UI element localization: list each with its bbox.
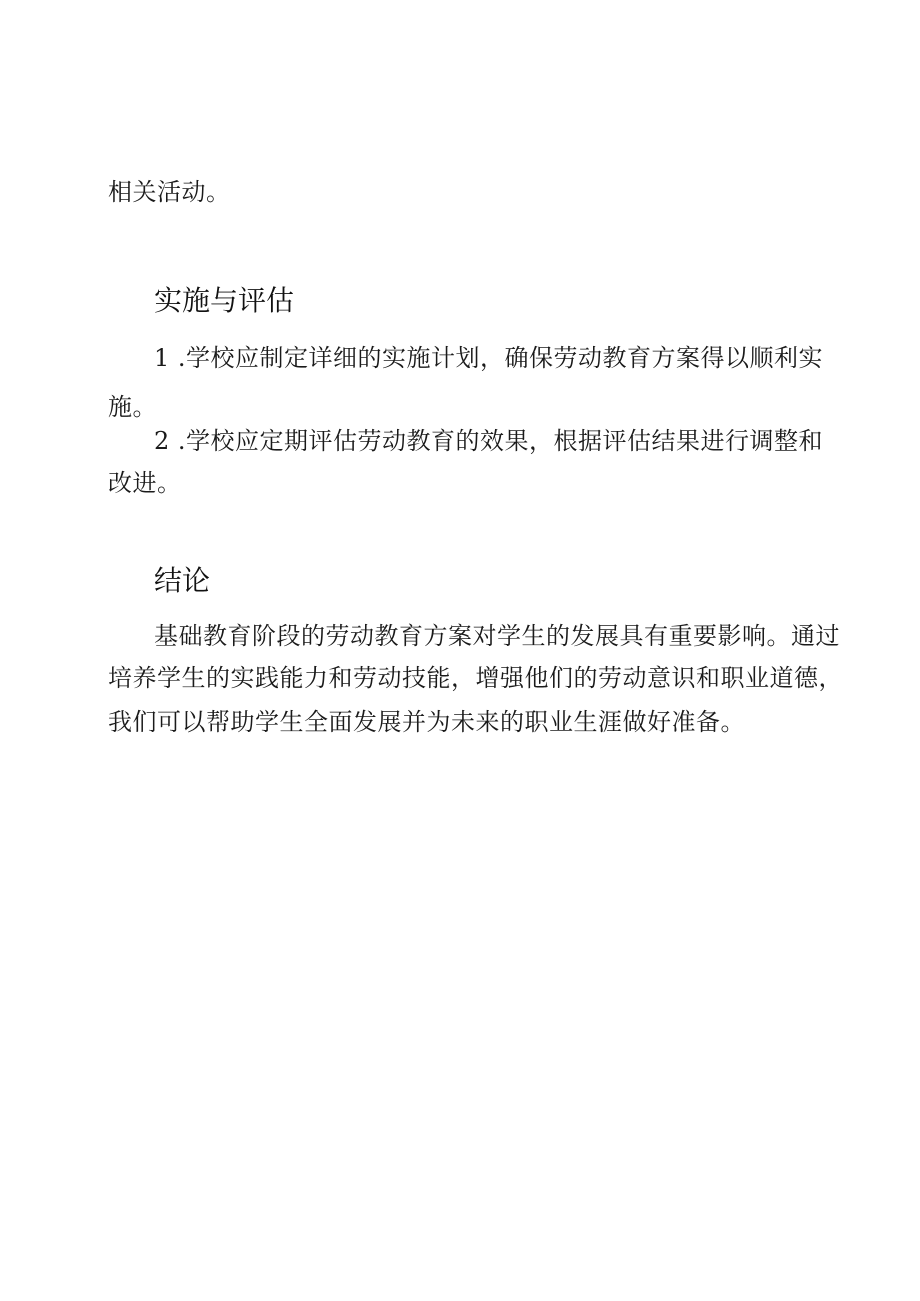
conclusion-line-2: 培养学生的实践能力和劳动技能，增强他们的劳动意识和职业道德， <box>108 664 843 692</box>
conclusion-line-3: 我们可以帮助学生全面发展并为未来的职业生涯做好准备。 <box>108 708 745 736</box>
list-item-1-line-1: 1 .学校应制定详细的实施计划，确保劳动教育方案得以顺利实 <box>154 344 824 372</box>
continuation-text: 相关活动。 <box>108 178 231 206</box>
list-item-2-line-1: 2 .学校应定期评估劳动教育的效果，根据评估结果进行调整和 <box>154 427 824 455</box>
section-heading-conclusion: 结论 <box>154 564 211 597</box>
conclusion-line-1: 基础教育阶段的劳动教育方案对学生的发展具有重要影响。通过 <box>154 622 840 650</box>
list-item-2-line-2: 改进。 <box>108 469 182 497</box>
list-item-1-line-2: 施。 <box>108 393 157 421</box>
section-heading-implementation: 实施与评估 <box>154 284 295 317</box>
